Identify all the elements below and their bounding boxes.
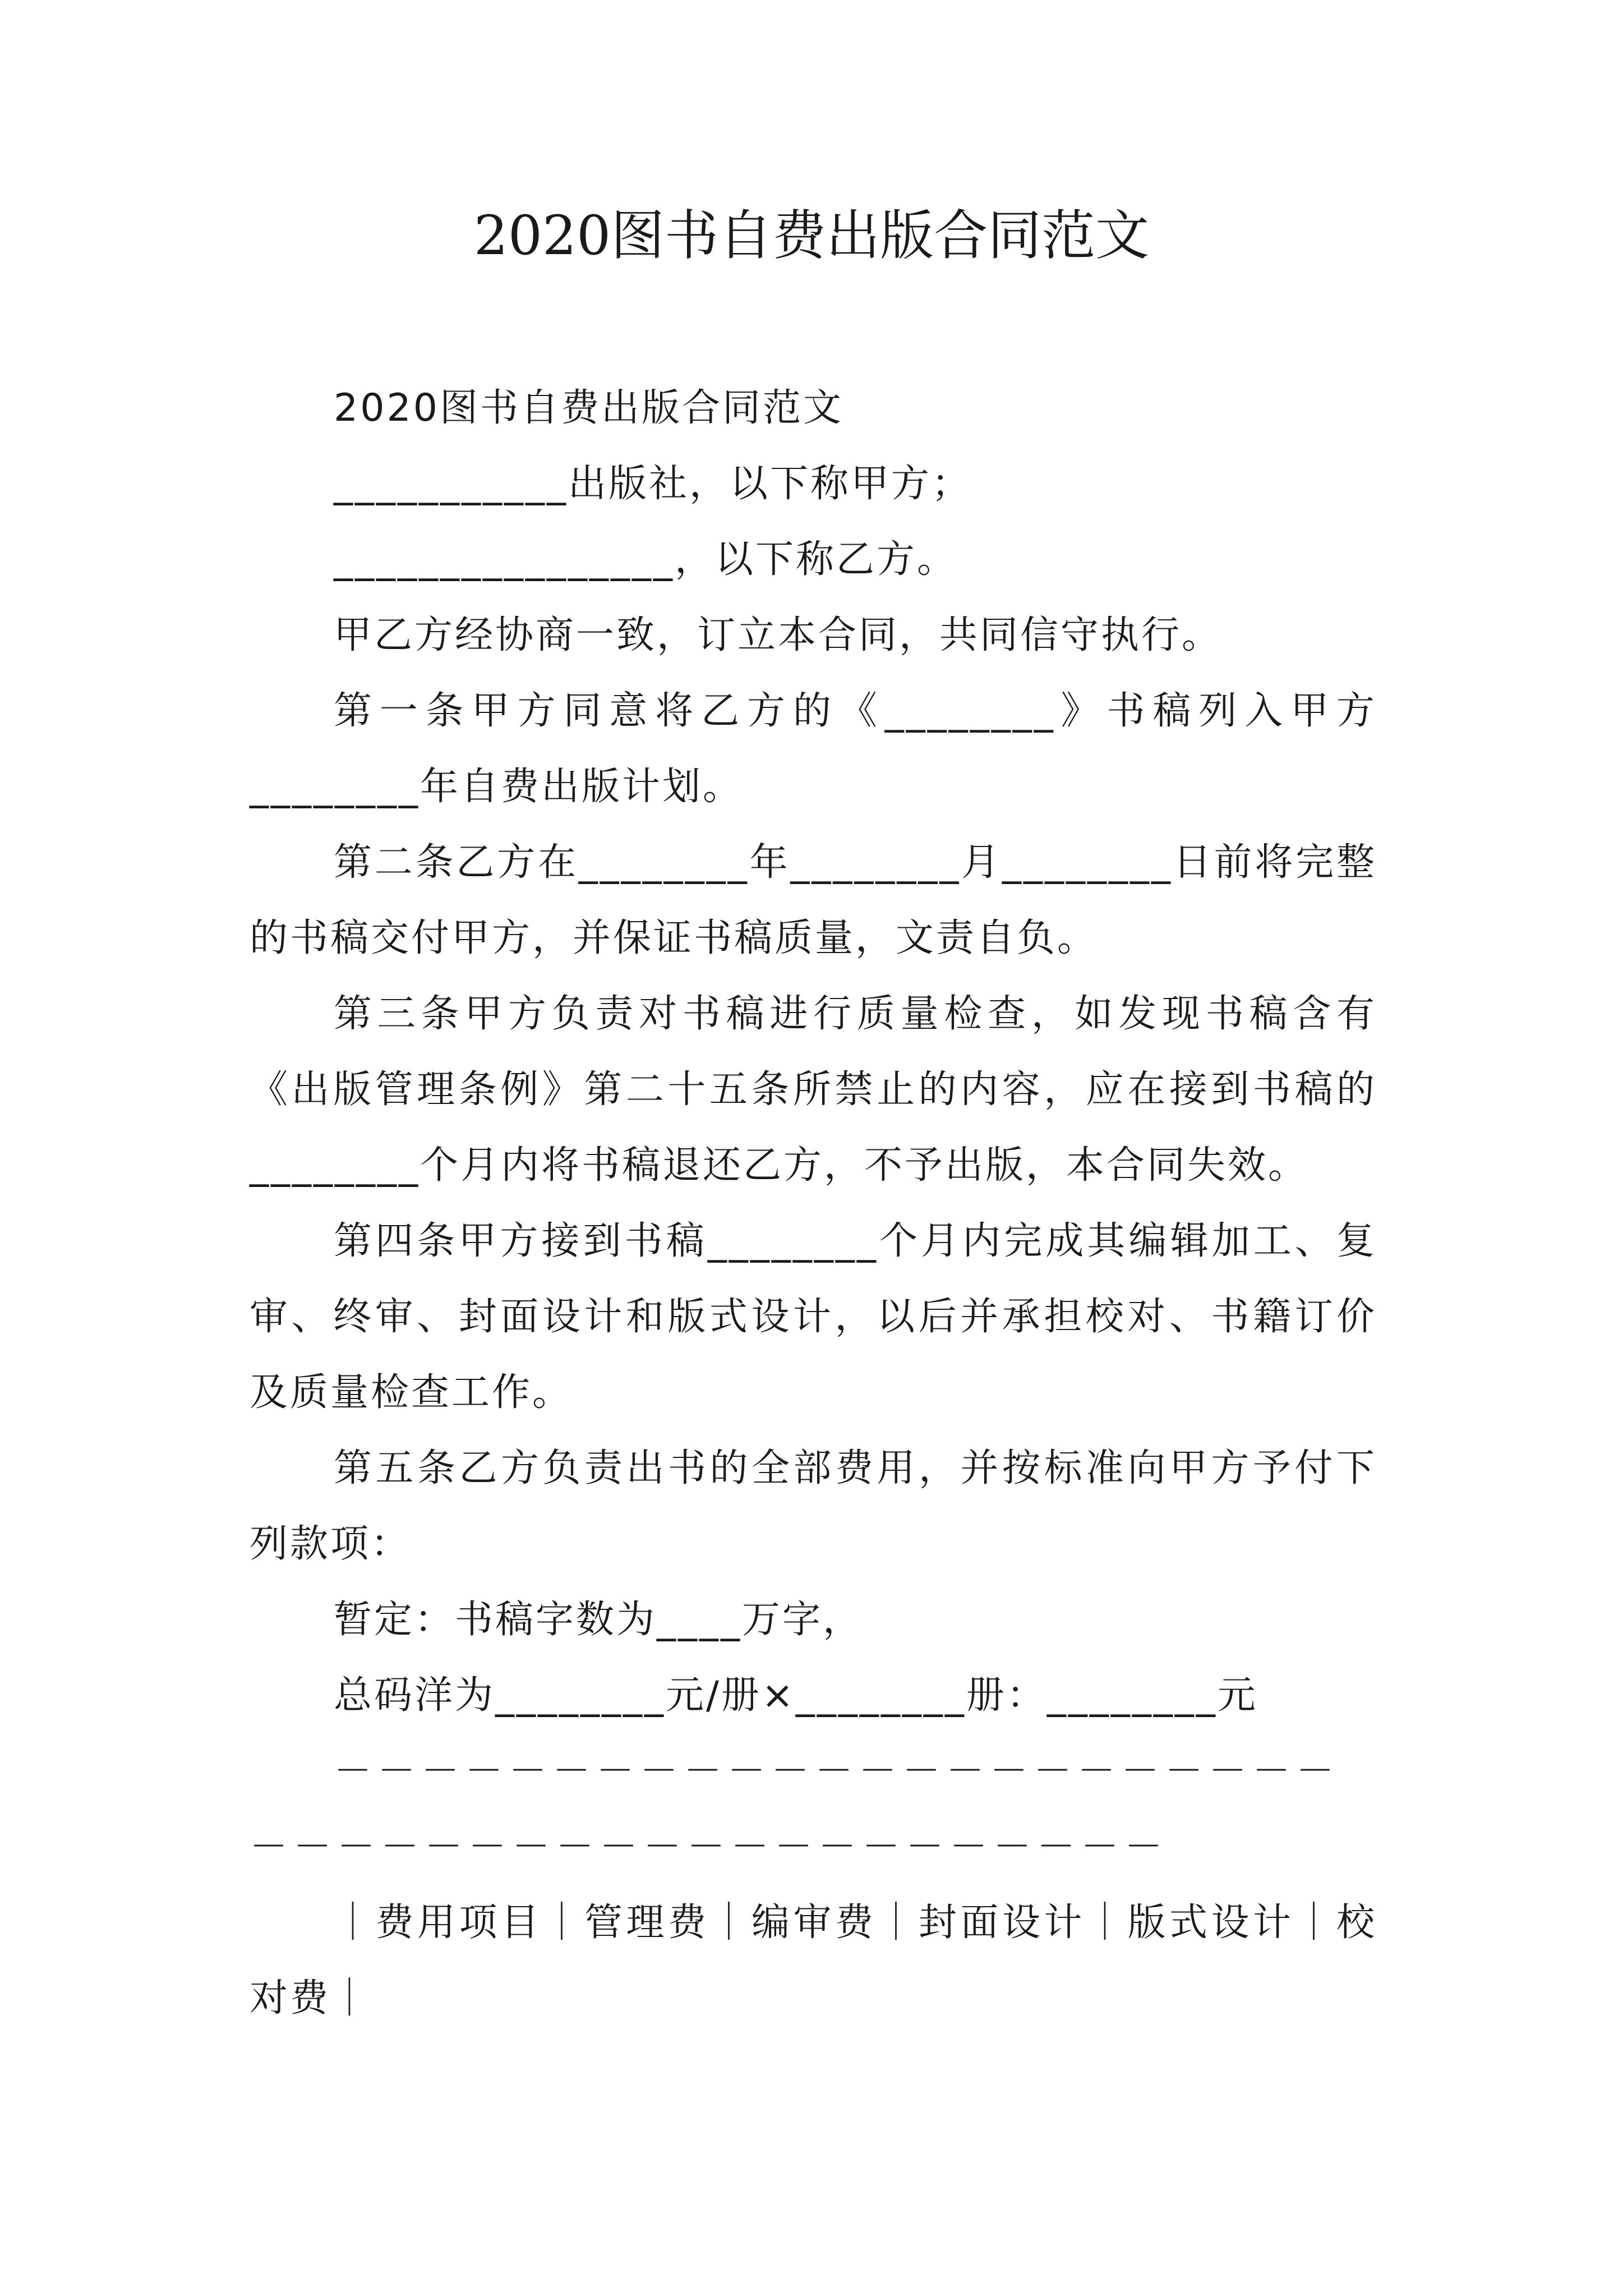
paragraph-agreement: 甲乙方经协商一致，订立本合同，共同信守执行。 bbox=[334, 613, 1223, 657]
document-body bbox=[250, 370, 1377, 2036]
paragraph-article-1: 第一条甲方同意将乙方的《________》书稿列入甲方________年自费出版计划。 bbox=[250, 689, 1377, 809]
paragraph-table-rule: －－－－－－－－－－－－－－－－－－－－－－－－－－－－－－－－－－－－－－－－－－－－ bbox=[250, 1749, 1340, 1869]
paragraph-article-5: 第五条乙方负责出书的全部费用，并按标准向甲方予付下列款项： bbox=[250, 1446, 1377, 1566]
paragraph-article-2: 第二条乙方在________年________月________日前将完整的书稿交付甲方，并保证书稿质量，文责自负。 bbox=[250, 840, 1377, 960]
paragraph-party-b: ________________，以下称乙方。 bbox=[334, 537, 958, 582]
paragraph-party-a: ___________出版社，以下称甲方； bbox=[334, 462, 972, 506]
paragraph-total-price: 总码洋为________元/册×________册：________元 bbox=[334, 1673, 1258, 1718]
paragraph-article-4: 第四条甲方接到书稿________个月内完成其编辑加工、复审、终审、封面设计和版式设计，以后并承担校对、书籍订价及质量检查工作。 bbox=[250, 1219, 1377, 1415]
document-title: 2020图书自费出版合同范文 bbox=[473, 204, 1150, 267]
paragraph-fee-table-header: ｜费用项目｜管理费｜编审费｜封面设计｜版式设计｜校对费｜ bbox=[250, 1901, 1377, 2021]
paragraph-article-3: 第三条甲方负责对书稿进行质量检查，如发现书稿含有《出版管理条例》第二十五条所禁止的内容，应在接到书稿的________个月内将书稿退还乙方，不予出版，本合同失效。 bbox=[250, 992, 1377, 1188]
paragraph-word-count: 暂定：书稿字数为____万字， bbox=[334, 1598, 864, 1642]
paragraph-heading: 2020图书自费出版合同范文 bbox=[334, 386, 844, 430]
